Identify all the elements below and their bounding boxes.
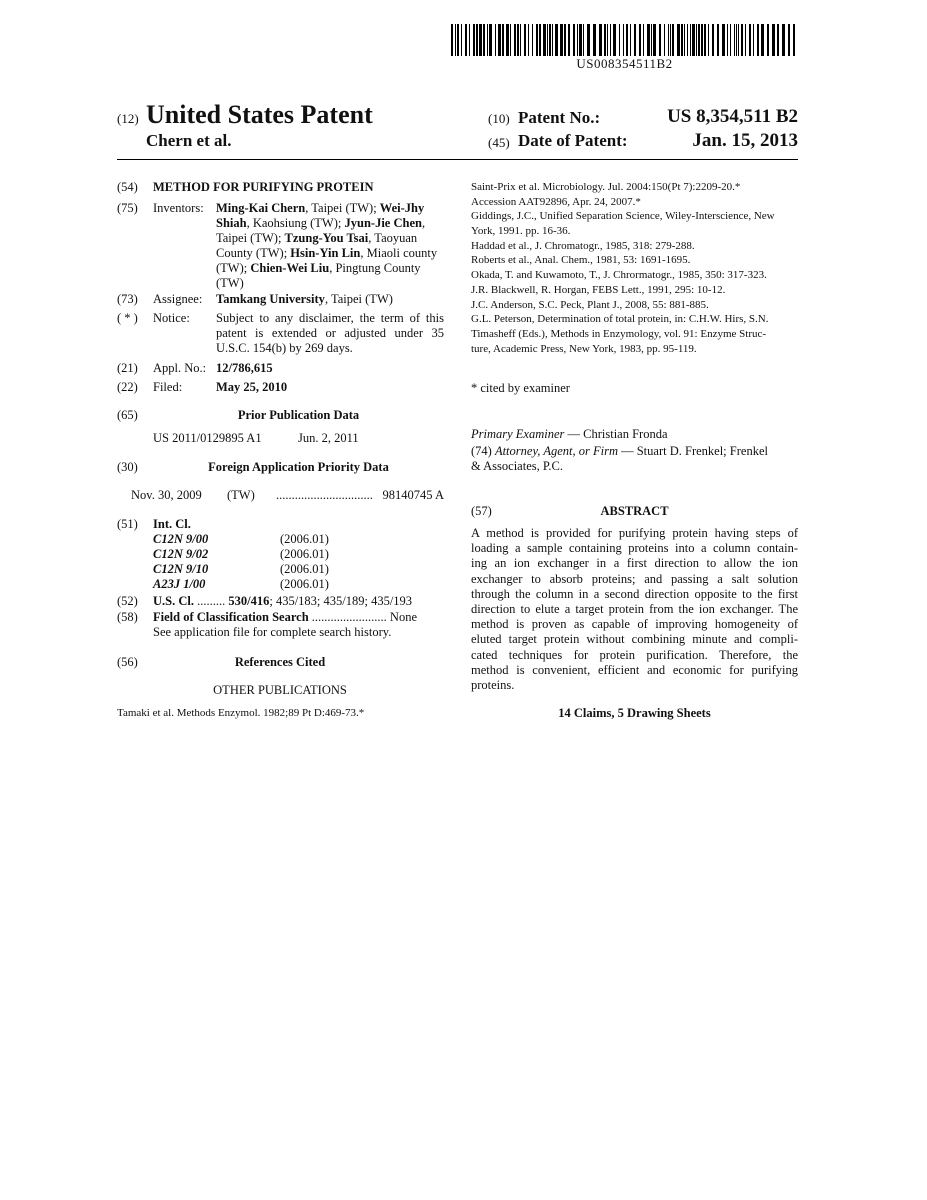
code-54: (54) [117, 180, 138, 194]
intcl-version: (2006.01) [280, 577, 329, 591]
patent-date: Jan. 15, 2013 [692, 130, 798, 151]
uscl-rest: ; 435/183; 435/189; 435/193 [269, 594, 413, 608]
code-22: (22) [117, 380, 138, 394]
inventors-list [216, 201, 444, 291]
abstract-line: exchanger to absorb proteins; and passing a salt solution [471, 571, 798, 586]
barcode-bar [795, 24, 798, 56]
patent-no-label: Patent No.: [518, 108, 601, 127]
abstract-line: eluted target protein without combining minute and compli- [471, 632, 798, 647]
foreign-dots: ............................... [276, 488, 373, 502]
inventor-name: Hsin-Yin Lin [290, 246, 361, 260]
intcl-version: (2006.01) [280, 532, 329, 546]
barcode [451, 24, 798, 56]
attorney-line-2: & Associates, P.C. [471, 459, 564, 473]
code-75: (75) [117, 201, 138, 215]
attorney-label: Attorney, Agent, or Firm [494, 444, 618, 458]
inventors-label: Inventors: [153, 201, 204, 215]
date-label: Date of Patent: [518, 131, 628, 150]
publication-number: US008354511B2 [576, 56, 673, 71]
code-52: (52) [117, 594, 138, 608]
code-10: (10) [488, 111, 510, 126]
cited-by-examiner: * cited by examiner [471, 381, 570, 395]
prior-pub-no: US 2011/0129895 A1 [153, 431, 262, 445]
inventor-location: , Taipei (TW); [305, 201, 380, 215]
reference-line: ture, Academic Press, New York, 1983, pp. 95-119. [471, 342, 697, 355]
assignee-name: Tamkang University [216, 292, 325, 306]
notice-label: Notice: [153, 311, 190, 325]
abstract-line: loading a sample containing proteins into a column contain- [471, 541, 798, 556]
field-search [153, 610, 417, 625]
filed-label: Filed: [153, 380, 183, 394]
references-list [471, 180, 798, 356]
inventor-location: , Taoyuan County (TW); [216, 231, 418, 260]
code-notice: ( * ) [117, 311, 138, 325]
us-classification [153, 594, 412, 609]
intcl-code: A23J 1/00 [153, 577, 206, 591]
reference-line: J.C. Anderson, S.C. Peck, Plant J., 2008, 55: 881-885. [471, 298, 709, 311]
inventor-location: , Kaohsiung (TW); [246, 216, 345, 230]
assignee-location: , Taipei (TW) [324, 292, 393, 306]
reference-line: Saint-Prix et al. Microbiology. Jul. 2004:150(Pt 7):2209-20.* [471, 181, 741, 193]
authors: Chern et al. [146, 131, 232, 150]
reference-line: Okada, T. and Kuwamoto, T., J. Chrormatogr., 1985, 350: 317-323. [471, 269, 767, 282]
appl-no: 12/786,615 [216, 361, 273, 375]
abstract-line: direction to elute a target protein from the ion exchanger. The [471, 601, 798, 616]
field-note: See application file for complete search history. [153, 625, 392, 639]
primary-examiner-label: Primary Examiner [471, 427, 565, 441]
code-65: (65) [117, 408, 138, 422]
intcl-code: C12N 9/02 [153, 547, 209, 561]
abstract-line: cated techniques for protein purification. Therefore, the [471, 647, 798, 662]
foreign-date: Nov. 30, 2009 [131, 488, 202, 502]
reference-line: Timasheff (Eds.), Methods in Enzymology, vol. 91: Enzyme Struc- [471, 327, 767, 340]
intcl-code: C12N 9/10 [153, 562, 209, 576]
foreign-heading: Foreign Application Priority Data [208, 460, 389, 474]
attorney-name: — Stuart D. Frenkel; Frenkel [617, 444, 768, 458]
code-58: (58) [117, 610, 138, 624]
header-rule [117, 159, 798, 160]
invention-title: METHOD FOR PURIFYING PROTEIN [153, 180, 374, 194]
notice-text: Subject to any disclaimer, the term of this patent is extended or adjusted under 35 U.S.C. 154(b) by 269 days. [216, 311, 444, 355]
abstract-line: method is proven as capable of improving homogeneity of [471, 617, 798, 632]
other-pubs-heading: OTHER PUBLICATIONS [213, 683, 347, 697]
code-21: (21) [117, 361, 138, 375]
code-30: (30) [117, 460, 138, 474]
code-45: (45) [488, 135, 510, 150]
field-value: None [389, 610, 417, 624]
primary-examiner [471, 427, 668, 442]
primary-examiner-name: — Christian Fronda [564, 427, 668, 441]
reference-line: Giddings, J.C., Unified Separation Science, Wiley-Interscience, New [471, 210, 775, 223]
code-12: (12) [117, 111, 139, 126]
appl-label: Appl. No.: [153, 361, 207, 375]
abstract-line: A method is provided for purifying protein having steps of [471, 526, 798, 540]
intcl-code: C12N 9/00 [153, 532, 209, 546]
filed-date: May 25, 2010 [216, 380, 288, 394]
inventor-name: Jyun-Jie Chen [344, 216, 422, 230]
intcl-label: Int. Cl. [153, 517, 191, 531]
reference-line: Haddad et al., J. Chromatogr., 1985, 318: 279-288. [471, 239, 695, 252]
assignee [216, 292, 393, 307]
inventor-name: Chien-Wei Liu [250, 261, 330, 275]
foreign-no: 98140745 A [382, 488, 444, 502]
abstract-text [471, 526, 798, 693]
inventor-name: Wei-Jhy Shiah [216, 201, 425, 230]
document-type: United States Patent [146, 100, 373, 129]
abstract-line: ing an ion exchanger in a first direction to allow the ion [471, 556, 798, 571]
intcl-version: (2006.01) [280, 547, 329, 561]
prior-pub-heading: Prior Publication Data [237, 408, 360, 422]
code-56: (56) [117, 655, 138, 669]
assignee-label: Assignee: [153, 292, 203, 306]
abstract-line: through the column in a second direction opposite to the first [471, 586, 798, 601]
abstract-line: proteins. [471, 677, 515, 692]
reference-line: York, 1991. pp. 16-36. [471, 225, 571, 238]
code-51: (51) [117, 517, 138, 531]
abstract-line: method is convenient, efficient and economic for purifying [471, 662, 798, 677]
field-label: Field of Classification Search [153, 610, 309, 624]
inventor-location: , Taipei (TW); [216, 216, 426, 245]
inventor-location: , Miaoli county (TW); [216, 246, 438, 275]
field-dots: ........................ [311, 610, 387, 624]
uscl-dots: ......... [197, 594, 226, 608]
foreign-country: (TW) [227, 488, 255, 502]
inventor-location: , Pingtung County (TW) [216, 261, 421, 290]
attorney [471, 444, 768, 459]
reference-line: Roberts et al., Anal. Chem., 1981, 53: 1691-1695. [471, 254, 691, 267]
ref-tamaki: Tamaki et al. Methods Enzymol. 1982;89 Pt D:469-73.* [117, 707, 365, 719]
reference-line: G.L. Peterson, Determination of total protein, in: C.H.W. Hirs, S.N. [471, 313, 769, 326]
refs-heading: References Cited [234, 655, 326, 669]
inventor-name: Ming-Kai Chern [216, 201, 306, 215]
uscl-main: 530/416 [228, 594, 270, 608]
abstract-heading: ABSTRACT [600, 504, 669, 518]
code-73: (73) [117, 292, 138, 306]
reference-line: J.R. Blackwell, R. Horgan, FEBS Lett., 1991, 295: 10-12. [471, 283, 726, 296]
intcl-version: (2006.01) [280, 562, 329, 576]
code-57: (57) [471, 504, 492, 518]
code-74: (74) [471, 444, 492, 458]
inventor-name: Tzung-You Tsai [284, 231, 369, 245]
reference-line: Accession AAT92896, Apr. 24, 2007.* [471, 195, 641, 208]
claims-sheets: 14 Claims, 5 Drawing Sheets [558, 706, 711, 720]
uscl-label: U.S. Cl. [153, 594, 194, 608]
prior-pub-date: Jun. 2, 2011 [298, 431, 359, 445]
patent-no: US 8,354,511 B2 [667, 106, 798, 127]
